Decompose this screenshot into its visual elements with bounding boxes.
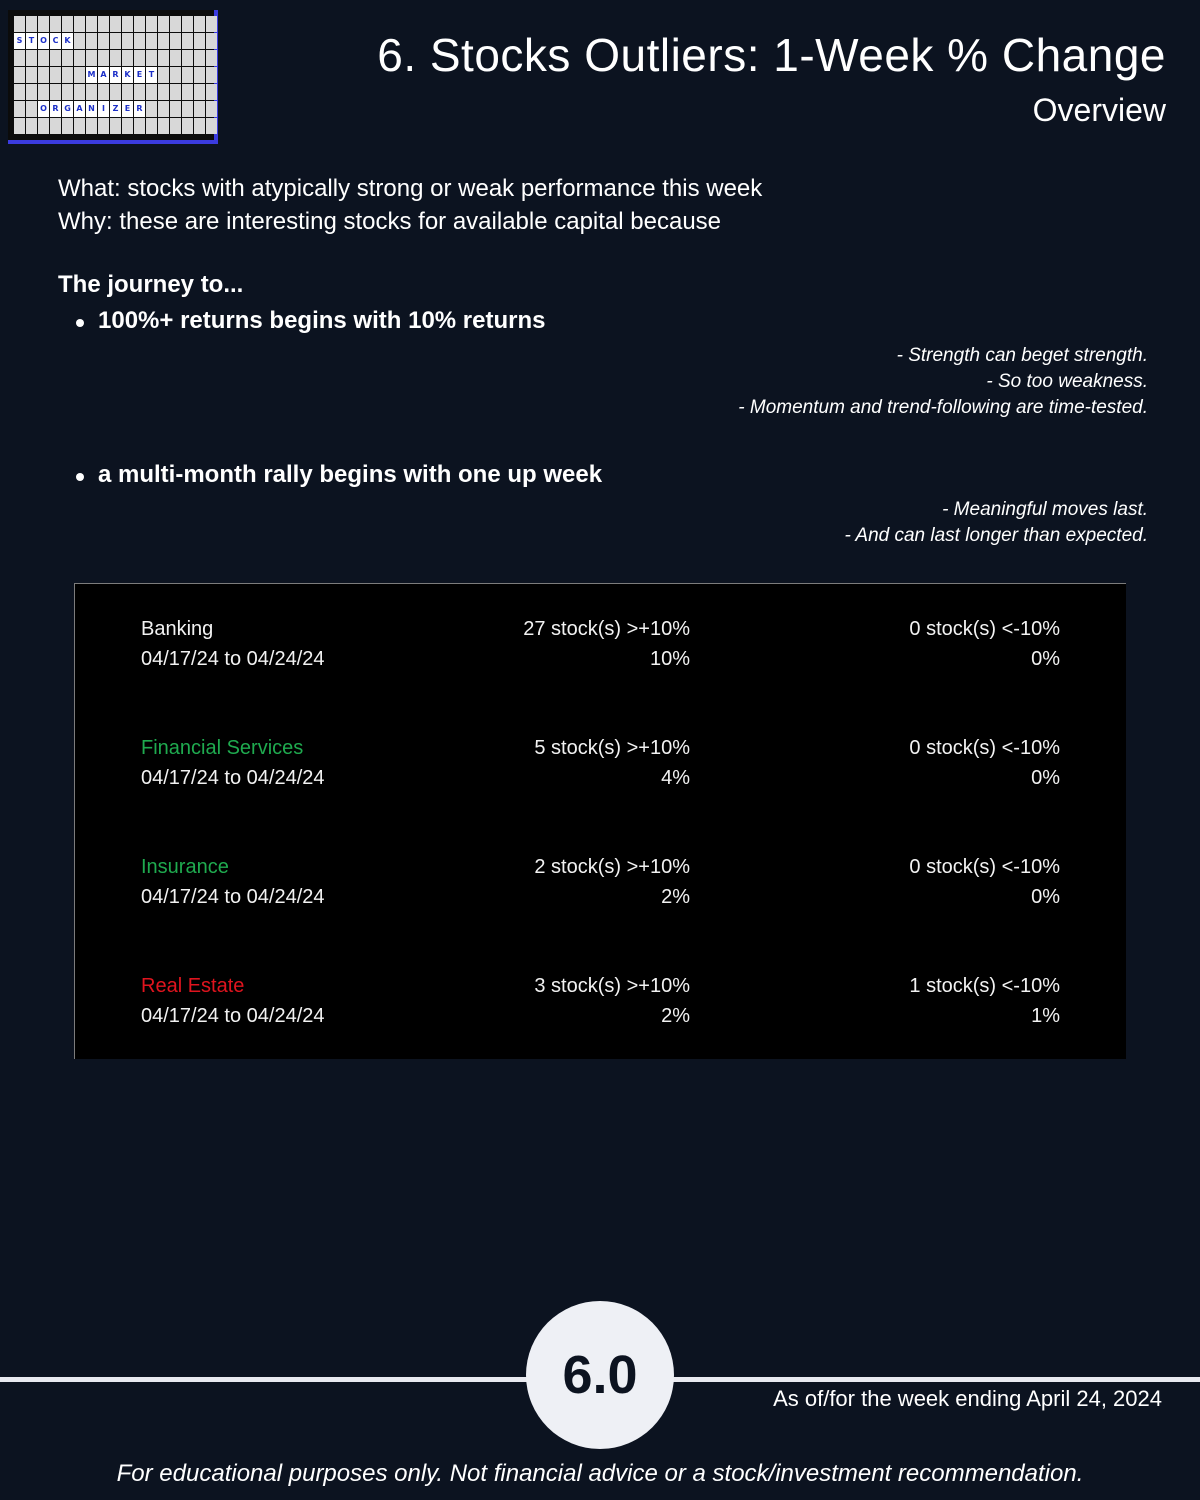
table-row bbox=[75, 856, 1126, 916]
logo-grid-cell bbox=[122, 16, 133, 32]
note-text: - And can last longer than expected. bbox=[844, 525, 1148, 546]
logo-grid-cell bbox=[110, 50, 121, 66]
logo bbox=[8, 10, 218, 144]
note-text: - So too weakness. bbox=[986, 371, 1148, 392]
sector-name: Insurance bbox=[141, 856, 229, 878]
logo-grid-cell bbox=[170, 16, 181, 32]
logo-grid-cell bbox=[134, 33, 145, 49]
down-count: 0 stock(s) <-10% bbox=[909, 856, 1060, 878]
logo-grid-cell bbox=[50, 84, 61, 100]
journey-notes-rally bbox=[58, 497, 1148, 549]
logo-grid-cell bbox=[170, 101, 181, 117]
logo-letter: T bbox=[146, 67, 157, 83]
logo-grid-cell bbox=[110, 16, 121, 32]
sector-name: Real Estate bbox=[141, 975, 245, 997]
table-row bbox=[75, 737, 1126, 797]
logo-grid-cell bbox=[14, 50, 25, 66]
logo-grid-cell bbox=[194, 118, 205, 134]
logo-letter: Z bbox=[110, 101, 121, 117]
logo-grid-cell bbox=[38, 16, 49, 32]
logo-grid-cell bbox=[122, 33, 133, 49]
logo-letter-grid bbox=[14, 16, 206, 134]
logo-grid-cell bbox=[62, 118, 73, 134]
logo-letter: G bbox=[62, 101, 73, 117]
down-percent: 0% bbox=[1031, 886, 1060, 908]
logo-letter: R bbox=[50, 101, 61, 117]
logo-grid-cell bbox=[206, 50, 217, 66]
logo-grid-cell bbox=[170, 118, 181, 134]
logo-grid-cell bbox=[158, 33, 169, 49]
logo-grid-cell bbox=[206, 101, 217, 117]
logo-grid-cell bbox=[158, 101, 169, 117]
logo-letter: R bbox=[134, 101, 145, 117]
note-text: - Meaningful moves last. bbox=[942, 499, 1148, 520]
logo-grid-cell bbox=[194, 67, 205, 83]
logo-grid-cell bbox=[134, 118, 145, 134]
logo-grid-cell bbox=[158, 67, 169, 83]
logo-grid-cell bbox=[50, 16, 61, 32]
logo-grid-cell bbox=[146, 84, 157, 100]
down-count: 0 stock(s) <-10% bbox=[909, 618, 1060, 640]
logo-grid-cell bbox=[146, 33, 157, 49]
logo-grid-cell bbox=[26, 118, 37, 134]
logo-grid-cell bbox=[122, 84, 133, 100]
logo-grid-cell bbox=[206, 33, 217, 49]
journey-heading: The journey to... bbox=[58, 271, 244, 298]
date-range: 04/17/24 to 04/24/24 bbox=[141, 648, 325, 670]
logo-grid-cell bbox=[194, 101, 205, 117]
logo-grid-cell bbox=[194, 33, 205, 49]
logo-grid-cell bbox=[110, 33, 121, 49]
disclaimer: For educational purposes only. Not financial advice or a stock/investment recommendation. bbox=[116, 1460, 1084, 1487]
logo-letter: A bbox=[98, 67, 109, 83]
logo-letter: E bbox=[122, 101, 133, 117]
logo-grid-cell bbox=[86, 50, 97, 66]
down-percent: 1% bbox=[1031, 1005, 1060, 1027]
up-count: 3 stock(s) >+10% bbox=[534, 975, 690, 997]
logo-grid-cell bbox=[86, 84, 97, 100]
logo-grid-cell bbox=[62, 16, 73, 32]
date-range: 04/17/24 to 04/24/24 bbox=[141, 1005, 325, 1027]
sector-name: Banking bbox=[141, 618, 214, 640]
as-of-date: As of/for the week ending April 24, 2024 bbox=[773, 1386, 1162, 1411]
logo-grid-cell bbox=[26, 67, 37, 83]
logo-grid-cell bbox=[26, 84, 37, 100]
logo-letter: N bbox=[86, 101, 97, 117]
logo-grid-cell bbox=[50, 118, 61, 134]
logo-grid-cell bbox=[14, 67, 25, 83]
logo-grid-cell bbox=[194, 50, 205, 66]
note-text: - Momentum and trend-following are time-tested. bbox=[738, 397, 1148, 418]
intro-section bbox=[58, 172, 1148, 549]
logo-grid-cell bbox=[62, 84, 73, 100]
page-subtitle: Overview bbox=[1032, 92, 1166, 128]
logo-grid-cell bbox=[134, 84, 145, 100]
logo-letter: O bbox=[38, 33, 49, 49]
logo-grid-cell bbox=[14, 118, 25, 134]
logo-grid-cell bbox=[158, 50, 169, 66]
logo-grid-cell bbox=[182, 50, 193, 66]
logo-grid-cell bbox=[170, 50, 181, 66]
logo-letter: E bbox=[134, 67, 145, 83]
logo-grid-cell bbox=[86, 33, 97, 49]
logo-letter: K bbox=[122, 67, 133, 83]
logo-grid-cell bbox=[170, 67, 181, 83]
logo-grid-cell bbox=[26, 50, 37, 66]
up-percent: 2% bbox=[661, 1005, 690, 1027]
logo-grid-cell bbox=[74, 118, 85, 134]
logo-grid-cell bbox=[38, 118, 49, 134]
logo-grid-cell bbox=[38, 50, 49, 66]
logo-letter: I bbox=[98, 101, 109, 117]
up-count: 2 stock(s) >+10% bbox=[534, 856, 690, 878]
logo-grid-cell bbox=[206, 118, 217, 134]
logo-letter: K bbox=[62, 33, 73, 49]
page-title: 6. Stocks Outliers: 1-Week % Change bbox=[377, 29, 1166, 81]
logo-letter: A bbox=[74, 101, 85, 117]
outliers-table bbox=[74, 583, 1126, 1059]
logo-grid-cell bbox=[14, 101, 25, 117]
logo-grid-cell bbox=[38, 84, 49, 100]
logo-grid-cell bbox=[110, 84, 121, 100]
logo-grid-cell bbox=[86, 16, 97, 32]
logo-grid-cell bbox=[194, 16, 205, 32]
logo-grid-cell bbox=[98, 50, 109, 66]
logo-grid-cell bbox=[98, 118, 109, 134]
logo-letter: M bbox=[86, 67, 97, 83]
logo-grid-cell bbox=[26, 101, 37, 117]
table-row bbox=[75, 618, 1126, 678]
logo-grid-cell bbox=[182, 101, 193, 117]
up-count: 27 stock(s) >+10% bbox=[523, 618, 690, 640]
logo-grid-cell bbox=[134, 50, 145, 66]
logo-grid-cell bbox=[38, 67, 49, 83]
up-percent: 10% bbox=[649, 648, 690, 670]
logo-grid-cell bbox=[194, 84, 205, 100]
logo-grid-cell bbox=[158, 16, 169, 32]
logo-grid-cell bbox=[62, 50, 73, 66]
logo-grid-cell bbox=[206, 84, 217, 100]
logo-grid-cell bbox=[158, 118, 169, 134]
logo-grid-cell bbox=[98, 16, 109, 32]
journey-bullet-returns: 100%+ returns begins with 10% returns bbox=[58, 307, 1148, 335]
logo-grid-cell bbox=[122, 50, 133, 66]
logo-letter: T bbox=[26, 33, 37, 49]
down-percent: 0% bbox=[1031, 648, 1060, 670]
logo-grid-cell bbox=[50, 67, 61, 83]
logo-grid-cell bbox=[206, 16, 217, 32]
logo-grid-cell bbox=[158, 84, 169, 100]
logo-grid-cell bbox=[110, 118, 121, 134]
logo-grid-cell bbox=[50, 50, 61, 66]
logo-grid-cell bbox=[14, 84, 25, 100]
logo-grid-cell bbox=[146, 118, 157, 134]
logo-grid-cell bbox=[146, 101, 157, 117]
journey-notes-returns bbox=[58, 343, 1148, 421]
logo-grid-cell bbox=[74, 84, 85, 100]
journey-bullet-rally: a multi-month rally begins with one up week bbox=[58, 461, 1148, 489]
logo-grid-cell bbox=[122, 118, 133, 134]
logo-grid-cell bbox=[182, 118, 193, 134]
logo-grid-cell bbox=[86, 118, 97, 134]
logo-grid-cell bbox=[74, 67, 85, 83]
note-text: - Strength can beget strength. bbox=[896, 345, 1148, 366]
logo-grid-cell bbox=[62, 67, 73, 83]
what-text: What: stocks with atypically strong or weak performance this week bbox=[58, 175, 763, 202]
logo-grid-cell bbox=[182, 16, 193, 32]
section-number-badge: 6.0 bbox=[526, 1301, 674, 1449]
logo-grid-cell bbox=[98, 33, 109, 49]
logo-grid-cell bbox=[146, 50, 157, 66]
up-percent: 4% bbox=[661, 767, 690, 789]
down-count: 0 stock(s) <-10% bbox=[909, 737, 1060, 759]
logo-grid-cell bbox=[170, 33, 181, 49]
date-range: 04/17/24 to 04/24/24 bbox=[141, 886, 325, 908]
up-percent: 2% bbox=[661, 886, 690, 908]
sector-name: Financial Services bbox=[141, 737, 304, 759]
why-text: Why: these are interesting stocks for available capital because bbox=[58, 208, 722, 235]
logo-grid-cell bbox=[74, 33, 85, 49]
down-count: 1 stock(s) <-10% bbox=[909, 975, 1060, 997]
table-row bbox=[75, 975, 1126, 1035]
logo-grid-cell bbox=[74, 16, 85, 32]
logo-letter: R bbox=[110, 67, 121, 83]
up-count: 5 stock(s) >+10% bbox=[534, 737, 690, 759]
logo-letter: S bbox=[14, 33, 25, 49]
logo-grid-cell bbox=[14, 16, 25, 32]
logo-letter: O bbox=[38, 101, 49, 117]
logo-grid-cell bbox=[182, 84, 193, 100]
logo-grid-cell bbox=[182, 67, 193, 83]
date-range: 04/17/24 to 04/24/24 bbox=[141, 767, 325, 789]
logo-letter: C bbox=[50, 33, 61, 49]
down-percent: 0% bbox=[1031, 767, 1060, 789]
logo-grid-cell bbox=[206, 67, 217, 83]
logo-grid-cell bbox=[170, 84, 181, 100]
logo-grid-cell bbox=[134, 16, 145, 32]
logo-grid-cell bbox=[98, 84, 109, 100]
logo-grid-cell bbox=[146, 16, 157, 32]
logo-grid-cell bbox=[26, 16, 37, 32]
logo-grid-cell bbox=[74, 50, 85, 66]
logo-grid-cell bbox=[182, 33, 193, 49]
